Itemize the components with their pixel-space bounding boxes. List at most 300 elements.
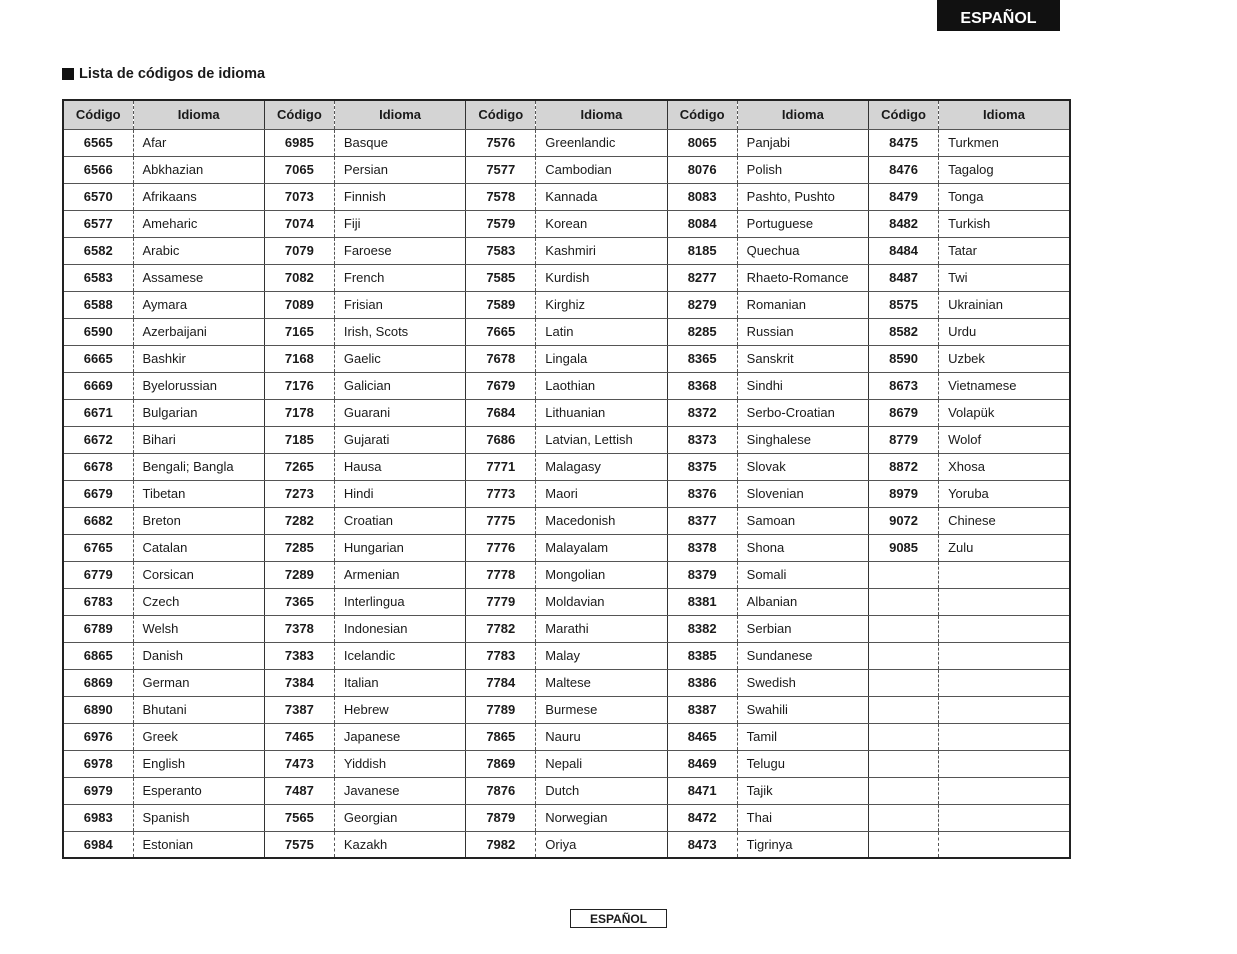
language-name-cell: Yiddish bbox=[334, 750, 465, 777]
language-name-cell: Telugu bbox=[737, 750, 868, 777]
language-code-cell: 8679 bbox=[869, 399, 939, 426]
language-code-cell: 8279 bbox=[667, 291, 737, 318]
language-code-cell: 8387 bbox=[667, 696, 737, 723]
header-code: Código bbox=[264, 100, 334, 129]
language-code-cell: 7384 bbox=[264, 669, 334, 696]
language-code-cell bbox=[869, 723, 939, 750]
language-name-cell: Armenian bbox=[334, 561, 465, 588]
language-code-cell: 7684 bbox=[466, 399, 536, 426]
language-name-cell: Danish bbox=[133, 642, 264, 669]
language-name-cell: Malagasy bbox=[536, 453, 667, 480]
language-name-cell: Malayalam bbox=[536, 534, 667, 561]
language-code-cell: 7773 bbox=[466, 480, 536, 507]
table-row bbox=[63, 426, 1070, 453]
language-code-cell: 8381 bbox=[667, 588, 737, 615]
language-code-cell: 8378 bbox=[667, 534, 737, 561]
language-code-cell: 6566 bbox=[63, 156, 133, 183]
language-name-cell: Catalan bbox=[133, 534, 264, 561]
language-name-cell: Volapük bbox=[939, 399, 1070, 426]
language-name-cell: Swedish bbox=[737, 669, 868, 696]
language-code-cell: 7165 bbox=[264, 318, 334, 345]
language-name-cell: Gaelic bbox=[334, 345, 465, 372]
footer-language-tab: ESPAÑOL bbox=[570, 909, 667, 928]
header-code: Código bbox=[466, 100, 536, 129]
table-row bbox=[63, 237, 1070, 264]
language-code-cell: 8471 bbox=[667, 777, 737, 804]
language-name-cell: Swahili bbox=[737, 696, 868, 723]
language-name-cell bbox=[939, 804, 1070, 831]
table-row bbox=[63, 264, 1070, 291]
language-code-cell: 6789 bbox=[63, 615, 133, 642]
language-code-cell: 7289 bbox=[264, 561, 334, 588]
language-name-cell: Norwegian bbox=[536, 804, 667, 831]
table-row bbox=[63, 210, 1070, 237]
language-code-cell: 7576 bbox=[466, 129, 536, 156]
language-code-cell: 7879 bbox=[466, 804, 536, 831]
language-name-cell: Hebrew bbox=[334, 696, 465, 723]
table-row bbox=[63, 615, 1070, 642]
language-code-cell: 7089 bbox=[264, 291, 334, 318]
language-name-cell: Bulgarian bbox=[133, 399, 264, 426]
language-code-cell: 7565 bbox=[264, 804, 334, 831]
language-code-cell: 7074 bbox=[264, 210, 334, 237]
language-code-cell: 7665 bbox=[466, 318, 536, 345]
language-name-cell: Afrikaans bbox=[133, 183, 264, 210]
language-name-cell bbox=[939, 615, 1070, 642]
language-code-cell: 8376 bbox=[667, 480, 737, 507]
language-code-cell: 7176 bbox=[264, 372, 334, 399]
language-name-cell: Quechua bbox=[737, 237, 868, 264]
language-code-cell: 6682 bbox=[63, 507, 133, 534]
language-name-cell: French bbox=[334, 264, 465, 291]
language-code-cell: 7273 bbox=[264, 480, 334, 507]
language-code-cell: 6669 bbox=[63, 372, 133, 399]
language-name-cell: Slovenian bbox=[737, 480, 868, 507]
table-row bbox=[63, 561, 1070, 588]
language-name-cell: Thai bbox=[737, 804, 868, 831]
language-name-cell: Tonga bbox=[939, 183, 1070, 210]
language-code-cell: 9085 bbox=[869, 534, 939, 561]
language-code-cell: 8482 bbox=[869, 210, 939, 237]
language-name-cell: Rhaeto-Romance bbox=[737, 264, 868, 291]
table-row bbox=[63, 129, 1070, 156]
language-code-cell: 7577 bbox=[466, 156, 536, 183]
language-name-cell: Arabic bbox=[133, 237, 264, 264]
language-code-cell: 8473 bbox=[667, 831, 737, 858]
language-code-cell: 7285 bbox=[264, 534, 334, 561]
language-code-cell bbox=[869, 804, 939, 831]
language-name-cell: Italian bbox=[334, 669, 465, 696]
language-code-cell: 7383 bbox=[264, 642, 334, 669]
language-tab: ESPAÑOL bbox=[937, 0, 1060, 31]
language-code-cell: 8575 bbox=[869, 291, 939, 318]
language-code-cell: 8476 bbox=[869, 156, 939, 183]
language-code-cell: 7686 bbox=[466, 426, 536, 453]
language-name-cell: Polish bbox=[737, 156, 868, 183]
language-code-cell: 6783 bbox=[63, 588, 133, 615]
language-name-cell: Serbo-Croatian bbox=[737, 399, 868, 426]
table-row bbox=[63, 696, 1070, 723]
language-name-cell: Estonian bbox=[133, 831, 264, 858]
language-code-cell: 6582 bbox=[63, 237, 133, 264]
section-title-text: Lista de códigos de idioma bbox=[79, 66, 266, 82]
language-code-cell: 8475 bbox=[869, 129, 939, 156]
language-code-cell: 7782 bbox=[466, 615, 536, 642]
language-name-cell: Wolof bbox=[939, 426, 1070, 453]
section-title bbox=[62, 66, 265, 82]
language-name-cell: Faroese bbox=[334, 237, 465, 264]
language-code-cell: 7378 bbox=[264, 615, 334, 642]
language-name-cell: Tigrinya bbox=[737, 831, 868, 858]
language-name-cell: Vietnamese bbox=[939, 372, 1070, 399]
language-code-cell: 8386 bbox=[667, 669, 737, 696]
language-code-cell: 8084 bbox=[667, 210, 737, 237]
language-name-cell: Singhalese bbox=[737, 426, 868, 453]
language-name-cell: Breton bbox=[133, 507, 264, 534]
language-code-cell: 7869 bbox=[466, 750, 536, 777]
language-code-cell: 8065 bbox=[667, 129, 737, 156]
language-name-cell: Georgian bbox=[334, 804, 465, 831]
language-code-cell: 7789 bbox=[466, 696, 536, 723]
language-name-cell: Urdu bbox=[939, 318, 1070, 345]
language-code-cell: 7065 bbox=[264, 156, 334, 183]
language-code-cell: 8365 bbox=[667, 345, 737, 372]
language-name-cell: Guarani bbox=[334, 399, 465, 426]
language-code-cell: 8979 bbox=[869, 480, 939, 507]
language-name-cell: Icelandic bbox=[334, 642, 465, 669]
language-name-cell: Tatar bbox=[939, 237, 1070, 264]
language-name-cell bbox=[939, 831, 1070, 858]
table-row bbox=[63, 507, 1070, 534]
language-code-cell: 8185 bbox=[667, 237, 737, 264]
language-name-cell: German bbox=[133, 669, 264, 696]
table-row bbox=[63, 156, 1070, 183]
language-code-cell: 6570 bbox=[63, 183, 133, 210]
header-code: Código bbox=[63, 100, 133, 129]
table-header-row bbox=[63, 100, 1070, 129]
language-name-cell: Oriya bbox=[536, 831, 667, 858]
language-code-cell: 8590 bbox=[869, 345, 939, 372]
language-name-cell: Ukrainian bbox=[939, 291, 1070, 318]
language-name-cell bbox=[939, 588, 1070, 615]
language-name-cell: Albanian bbox=[737, 588, 868, 615]
language-code-cell bbox=[869, 588, 939, 615]
header-language: Idioma bbox=[939, 100, 1070, 129]
language-code-cell: 6588 bbox=[63, 291, 133, 318]
header-code: Código bbox=[869, 100, 939, 129]
language-code-cell: 6779 bbox=[63, 561, 133, 588]
language-name-cell: Shona bbox=[737, 534, 868, 561]
language-name-cell: Frisian bbox=[334, 291, 465, 318]
table-row bbox=[63, 291, 1070, 318]
language-name-cell: Portuguese bbox=[737, 210, 868, 237]
language-code-cell bbox=[869, 642, 939, 669]
language-code-cell: 7775 bbox=[466, 507, 536, 534]
language-name-cell: Hindi bbox=[334, 480, 465, 507]
language-code-cell: 6577 bbox=[63, 210, 133, 237]
language-code-cell: 8472 bbox=[667, 804, 737, 831]
language-code-cell: 7473 bbox=[264, 750, 334, 777]
language-name-cell: Russian bbox=[737, 318, 868, 345]
language-name-cell: English bbox=[133, 750, 264, 777]
language-name-cell: Javanese bbox=[334, 777, 465, 804]
language-name-cell: Latvian, Lettish bbox=[536, 426, 667, 453]
language-code-cell bbox=[869, 615, 939, 642]
language-name-cell: Uzbek bbox=[939, 345, 1070, 372]
language-code-cell: 7585 bbox=[466, 264, 536, 291]
language-name-cell: Basque bbox=[334, 129, 465, 156]
language-name-cell: Tagalog bbox=[939, 156, 1070, 183]
language-name-cell: Indonesian bbox=[334, 615, 465, 642]
language-code-cell: 6865 bbox=[63, 642, 133, 669]
language-name-cell: Sindhi bbox=[737, 372, 868, 399]
language-code-cell: 6983 bbox=[63, 804, 133, 831]
language-name-cell: Nepali bbox=[536, 750, 667, 777]
language-name-cell: Esperanto bbox=[133, 777, 264, 804]
language-name-cell: Korean bbox=[536, 210, 667, 237]
language-code-cell: 8368 bbox=[667, 372, 737, 399]
language-name-cell bbox=[939, 696, 1070, 723]
language-name-cell: Romanian bbox=[737, 291, 868, 318]
language-code-cell: 6583 bbox=[63, 264, 133, 291]
language-name-cell: Galician bbox=[334, 372, 465, 399]
language-name-cell: Kurdish bbox=[536, 264, 667, 291]
table-row bbox=[63, 453, 1070, 480]
language-code-cell: 8285 bbox=[667, 318, 737, 345]
language-name-cell: Maori bbox=[536, 480, 667, 507]
language-code-cell: 9072 bbox=[869, 507, 939, 534]
language-name-cell: Kirghiz bbox=[536, 291, 667, 318]
table-body bbox=[63, 129, 1070, 858]
language-code-cell: 7982 bbox=[466, 831, 536, 858]
language-code-cell: 6590 bbox=[63, 318, 133, 345]
language-code-cell bbox=[869, 669, 939, 696]
table-row bbox=[63, 804, 1070, 831]
language-code-cell: 8382 bbox=[667, 615, 737, 642]
language-code-cell: 8076 bbox=[667, 156, 737, 183]
language-name-cell: Bengali; Bangla bbox=[133, 453, 264, 480]
language-name-cell: Turkish bbox=[939, 210, 1070, 237]
language-name-cell: Hungarian bbox=[334, 534, 465, 561]
language-code-cell: 7578 bbox=[466, 183, 536, 210]
language-code-cell: 7579 bbox=[466, 210, 536, 237]
language-code-cell: 7282 bbox=[264, 507, 334, 534]
language-name-cell bbox=[939, 669, 1070, 696]
language-code-cell: 7679 bbox=[466, 372, 536, 399]
language-name-cell: Gujarati bbox=[334, 426, 465, 453]
language-code-cell: 7073 bbox=[264, 183, 334, 210]
language-code-cell: 7265 bbox=[264, 453, 334, 480]
language-code-cell: 7168 bbox=[264, 345, 334, 372]
language-name-cell: Xhosa bbox=[939, 453, 1070, 480]
language-code-cell: 7776 bbox=[466, 534, 536, 561]
language-name-cell bbox=[939, 750, 1070, 777]
language-code-cell: 8277 bbox=[667, 264, 737, 291]
language-name-cell: Afar bbox=[133, 129, 264, 156]
language-name-cell: Azerbaijani bbox=[133, 318, 264, 345]
language-code-cell: 6671 bbox=[63, 399, 133, 426]
language-name-cell: Greenlandic bbox=[536, 129, 667, 156]
language-name-cell bbox=[939, 723, 1070, 750]
table-row bbox=[63, 831, 1070, 858]
language-name-cell: Bashkir bbox=[133, 345, 264, 372]
table-row bbox=[63, 777, 1070, 804]
language-code-cell: 7778 bbox=[466, 561, 536, 588]
language-name-cell: Burmese bbox=[536, 696, 667, 723]
language-code-cell: 7178 bbox=[264, 399, 334, 426]
language-name-cell: Fiji bbox=[334, 210, 465, 237]
language-name-cell: Kannada bbox=[536, 183, 667, 210]
language-name-cell: Japanese bbox=[334, 723, 465, 750]
header-language: Idioma bbox=[334, 100, 465, 129]
language-name-cell: Kazakh bbox=[334, 831, 465, 858]
language-code-cell: 7678 bbox=[466, 345, 536, 372]
language-code-cell: 7783 bbox=[466, 642, 536, 669]
language-code-cell: 7082 bbox=[264, 264, 334, 291]
language-name-cell: Lingala bbox=[536, 345, 667, 372]
language-code-cell: 6869 bbox=[63, 669, 133, 696]
language-code-cell: 7771 bbox=[466, 453, 536, 480]
language-code-cell: 8872 bbox=[869, 453, 939, 480]
language-name-cell bbox=[939, 642, 1070, 669]
table-row bbox=[63, 588, 1070, 615]
language-name-cell: Samoan bbox=[737, 507, 868, 534]
language-name-cell: Somali bbox=[737, 561, 868, 588]
table-row bbox=[63, 669, 1070, 696]
language-name-cell: Laothian bbox=[536, 372, 667, 399]
language-name-cell: Twi bbox=[939, 264, 1070, 291]
language-name-cell: Maltese bbox=[536, 669, 667, 696]
language-name-cell: Moldavian bbox=[536, 588, 667, 615]
language-name-cell: Spanish bbox=[133, 804, 264, 831]
language-name-cell: Tibetan bbox=[133, 480, 264, 507]
table-row bbox=[63, 372, 1070, 399]
language-code-cell: 8779 bbox=[869, 426, 939, 453]
language-name-cell: Cambodian bbox=[536, 156, 667, 183]
language-code-cell: 7387 bbox=[264, 696, 334, 723]
table-row bbox=[63, 345, 1070, 372]
language-code-cell: 6672 bbox=[63, 426, 133, 453]
language-name-cell: Panjabi bbox=[737, 129, 868, 156]
language-code-cell: 6565 bbox=[63, 129, 133, 156]
language-code-cell: 8673 bbox=[869, 372, 939, 399]
language-code-cell: 7465 bbox=[264, 723, 334, 750]
language-name-cell: Aymara bbox=[133, 291, 264, 318]
language-code-cell: 8083 bbox=[667, 183, 737, 210]
language-name-cell bbox=[939, 777, 1070, 804]
language-name-cell: Sundanese bbox=[737, 642, 868, 669]
language-name-cell: Czech bbox=[133, 588, 264, 615]
language-code-cell: 7365 bbox=[264, 588, 334, 615]
table-row bbox=[63, 480, 1070, 507]
language-name-cell: Kashmiri bbox=[536, 237, 667, 264]
language-code-cell: 8372 bbox=[667, 399, 737, 426]
language-code-cell: 6984 bbox=[63, 831, 133, 858]
header-language: Idioma bbox=[133, 100, 264, 129]
language-code-cell: 6985 bbox=[264, 129, 334, 156]
language-code-cell: 6979 bbox=[63, 777, 133, 804]
language-code-cell bbox=[869, 696, 939, 723]
header-language: Idioma bbox=[737, 100, 868, 129]
language-code-cell bbox=[869, 777, 939, 804]
language-name-cell: Corsican bbox=[133, 561, 264, 588]
language-code-cell: 7185 bbox=[264, 426, 334, 453]
language-code-cell: 8487 bbox=[869, 264, 939, 291]
language-name-cell: Serbian bbox=[737, 615, 868, 642]
table-row bbox=[63, 642, 1070, 669]
language-code-cell: 6976 bbox=[63, 723, 133, 750]
language-code-cell: 8465 bbox=[667, 723, 737, 750]
language-name-cell: Macedonish bbox=[536, 507, 667, 534]
language-name-cell: Lithuanian bbox=[536, 399, 667, 426]
language-name-cell: Zulu bbox=[939, 534, 1070, 561]
language-name-cell: Mongolian bbox=[536, 561, 667, 588]
language-name-cell: Latin bbox=[536, 318, 667, 345]
language-name-cell: Tajik bbox=[737, 777, 868, 804]
table-row bbox=[63, 318, 1070, 345]
language-name-cell: Greek bbox=[133, 723, 264, 750]
table-row bbox=[63, 399, 1070, 426]
language-name-cell: Pashto, Pushto bbox=[737, 183, 868, 210]
table-row bbox=[63, 750, 1070, 777]
language-name-cell: Nauru bbox=[536, 723, 667, 750]
language-code-cell: 8373 bbox=[667, 426, 737, 453]
language-name-cell: Bihari bbox=[133, 426, 264, 453]
language-name-cell: Assamese bbox=[133, 264, 264, 291]
language-code-cell: 8379 bbox=[667, 561, 737, 588]
language-code-cell bbox=[869, 750, 939, 777]
language-code-cell: 7784 bbox=[466, 669, 536, 696]
language-code-cell: 8582 bbox=[869, 318, 939, 345]
language-name-cell: Chinese bbox=[939, 507, 1070, 534]
language-code-table bbox=[62, 99, 1071, 859]
language-name-cell: Slovak bbox=[737, 453, 868, 480]
language-code-cell: 8385 bbox=[667, 642, 737, 669]
language-name-cell: Tamil bbox=[737, 723, 868, 750]
language-name-cell: Marathi bbox=[536, 615, 667, 642]
table-row bbox=[63, 183, 1070, 210]
language-name-cell: Abkhazian bbox=[133, 156, 264, 183]
language-code-cell: 6978 bbox=[63, 750, 133, 777]
language-name-cell: Croatian bbox=[334, 507, 465, 534]
language-name-cell: Byelorussian bbox=[133, 372, 264, 399]
language-code-cell: 7876 bbox=[466, 777, 536, 804]
language-name-cell: Dutch bbox=[536, 777, 667, 804]
table-row bbox=[63, 534, 1070, 561]
language-code-cell: 7589 bbox=[466, 291, 536, 318]
language-name-cell: Yoruba bbox=[939, 480, 1070, 507]
language-code-cell: 7575 bbox=[264, 831, 334, 858]
language-name-cell: Bhutani bbox=[133, 696, 264, 723]
language-code-cell: 7079 bbox=[264, 237, 334, 264]
language-name-cell: Welsh bbox=[133, 615, 264, 642]
square-bullet-icon bbox=[62, 68, 74, 80]
language-code-cell bbox=[869, 831, 939, 858]
language-name-cell: Malay bbox=[536, 642, 667, 669]
language-code-cell: 6765 bbox=[63, 534, 133, 561]
language-code-cell: 6678 bbox=[63, 453, 133, 480]
table-row bbox=[63, 723, 1070, 750]
language-code-cell bbox=[869, 561, 939, 588]
language-code-cell: 8469 bbox=[667, 750, 737, 777]
language-code-cell: 7487 bbox=[264, 777, 334, 804]
language-name-cell: Turkmen bbox=[939, 129, 1070, 156]
language-name-cell: Irish, Scots bbox=[334, 318, 465, 345]
language-code-cell: 6665 bbox=[63, 345, 133, 372]
language-code-cell: 7583 bbox=[466, 237, 536, 264]
language-code-cell: 8377 bbox=[667, 507, 737, 534]
language-name-cell: Hausa bbox=[334, 453, 465, 480]
